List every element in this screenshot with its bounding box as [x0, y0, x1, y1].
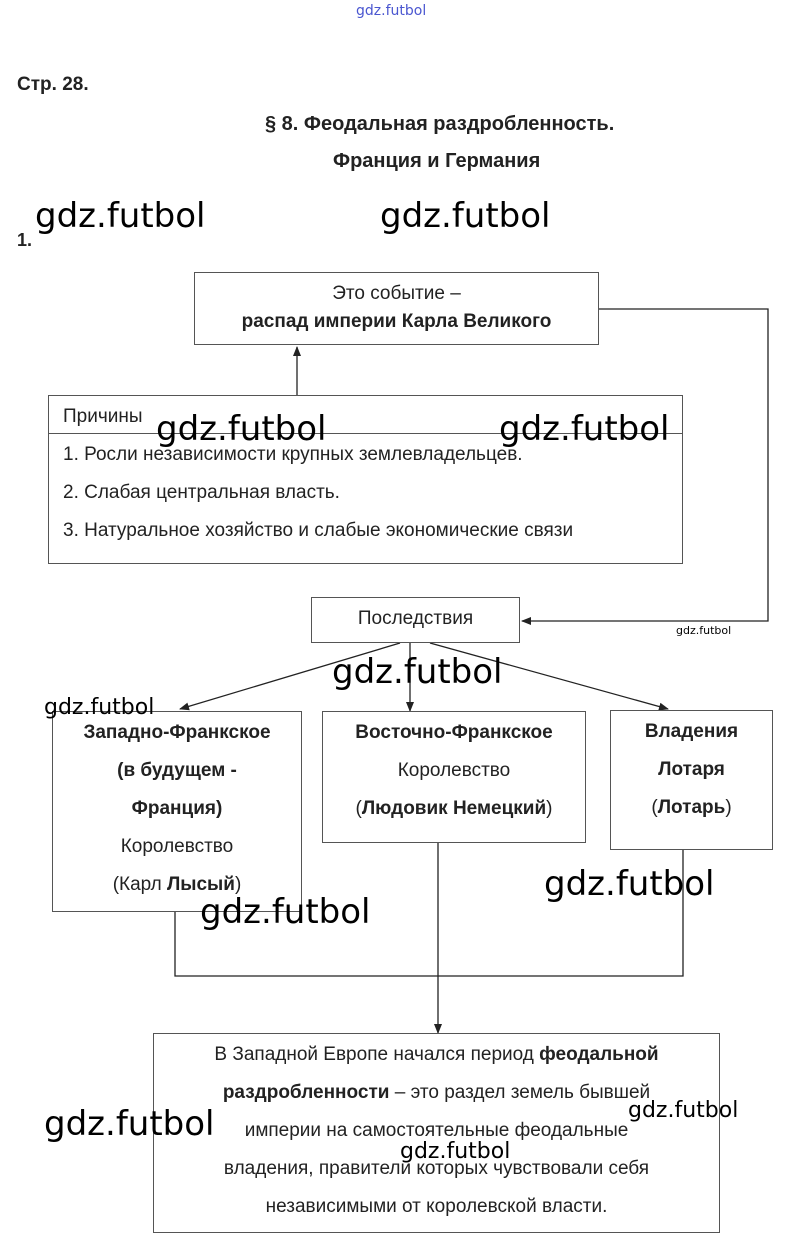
watermark: gdz.futbol [676, 624, 732, 637]
watermark: gdz.futbol [35, 196, 206, 236]
cause-item: 3. Натуральное хозяйство и слабые экономические связи [63, 520, 574, 541]
east-frankish-box [322, 711, 586, 843]
watermark: gdz.futbol [499, 409, 670, 449]
east-ruler: (Людовик Немецкий) [355, 798, 553, 819]
watermark-top: gdz.futbol [356, 3, 427, 19]
east-name: Восточно-Франкское [355, 722, 553, 743]
watermark: gdz.futbol [628, 1098, 739, 1123]
west-future: (в будущем - [117, 760, 237, 781]
watermark: gdz.futbol [400, 1139, 511, 1164]
watermark: gdz.futbol [44, 1104, 215, 1144]
lothair-name: Владения [644, 721, 739, 742]
watermark: gdz.futbol [332, 652, 503, 692]
event-value: распад империи Карла Великого [241, 311, 552, 332]
west-name: Западно-Франкское [83, 722, 271, 743]
watermark: gdz.futbol [156, 409, 327, 449]
conclusion-line-5: независимыми от королевской власти. [265, 1196, 608, 1217]
west-frankish-box [52, 711, 302, 912]
conclusion-line-4: владения, правители которых чувствовали себя [223, 1158, 650, 1179]
watermark: gdz.futbol [200, 892, 371, 932]
task-number: 1. [17, 230, 33, 250]
watermark: gdz.futbol [380, 196, 551, 236]
watermark: gdz.futbol [544, 864, 715, 904]
consequences-label: Последствия [357, 608, 474, 629]
east-type: Королевство [397, 760, 511, 781]
event-label: Это событие – [332, 283, 461, 304]
conclusion-line-2: раздробленности – это раздел земель бывшей [222, 1082, 651, 1103]
page-subtitle: Франция и Германия [333, 150, 541, 172]
cause-item: 1. Росли независимости крупных землевладельцев. [63, 444, 523, 465]
conclusion-line-1: В Западной Европе начался период феодальной [214, 1044, 659, 1065]
page-title: § 8. Феодальная раздробленность. [265, 113, 615, 135]
lothair-name-2: Лотаря [658, 759, 725, 780]
conclusion-line-3: империи на самостоятельные феодальные [244, 1120, 629, 1141]
consequences-box [311, 597, 520, 643]
lothair-ruler: (Лотарь) [651, 797, 732, 818]
lothair-box [610, 710, 773, 850]
page-ref: Стр. 28. [17, 74, 89, 95]
conclusion-box [153, 1033, 720, 1233]
west-ruler: (Карл Лысый) [112, 874, 242, 895]
watermark: gdz.futbol [44, 695, 155, 720]
west-type: Королевство [120, 836, 234, 857]
event-box [194, 272, 599, 345]
west-future-country: Франция) [131, 798, 223, 819]
cause-item: 2. Слабая центральная власть. [63, 482, 340, 503]
causes-header: Причины [63, 406, 143, 427]
